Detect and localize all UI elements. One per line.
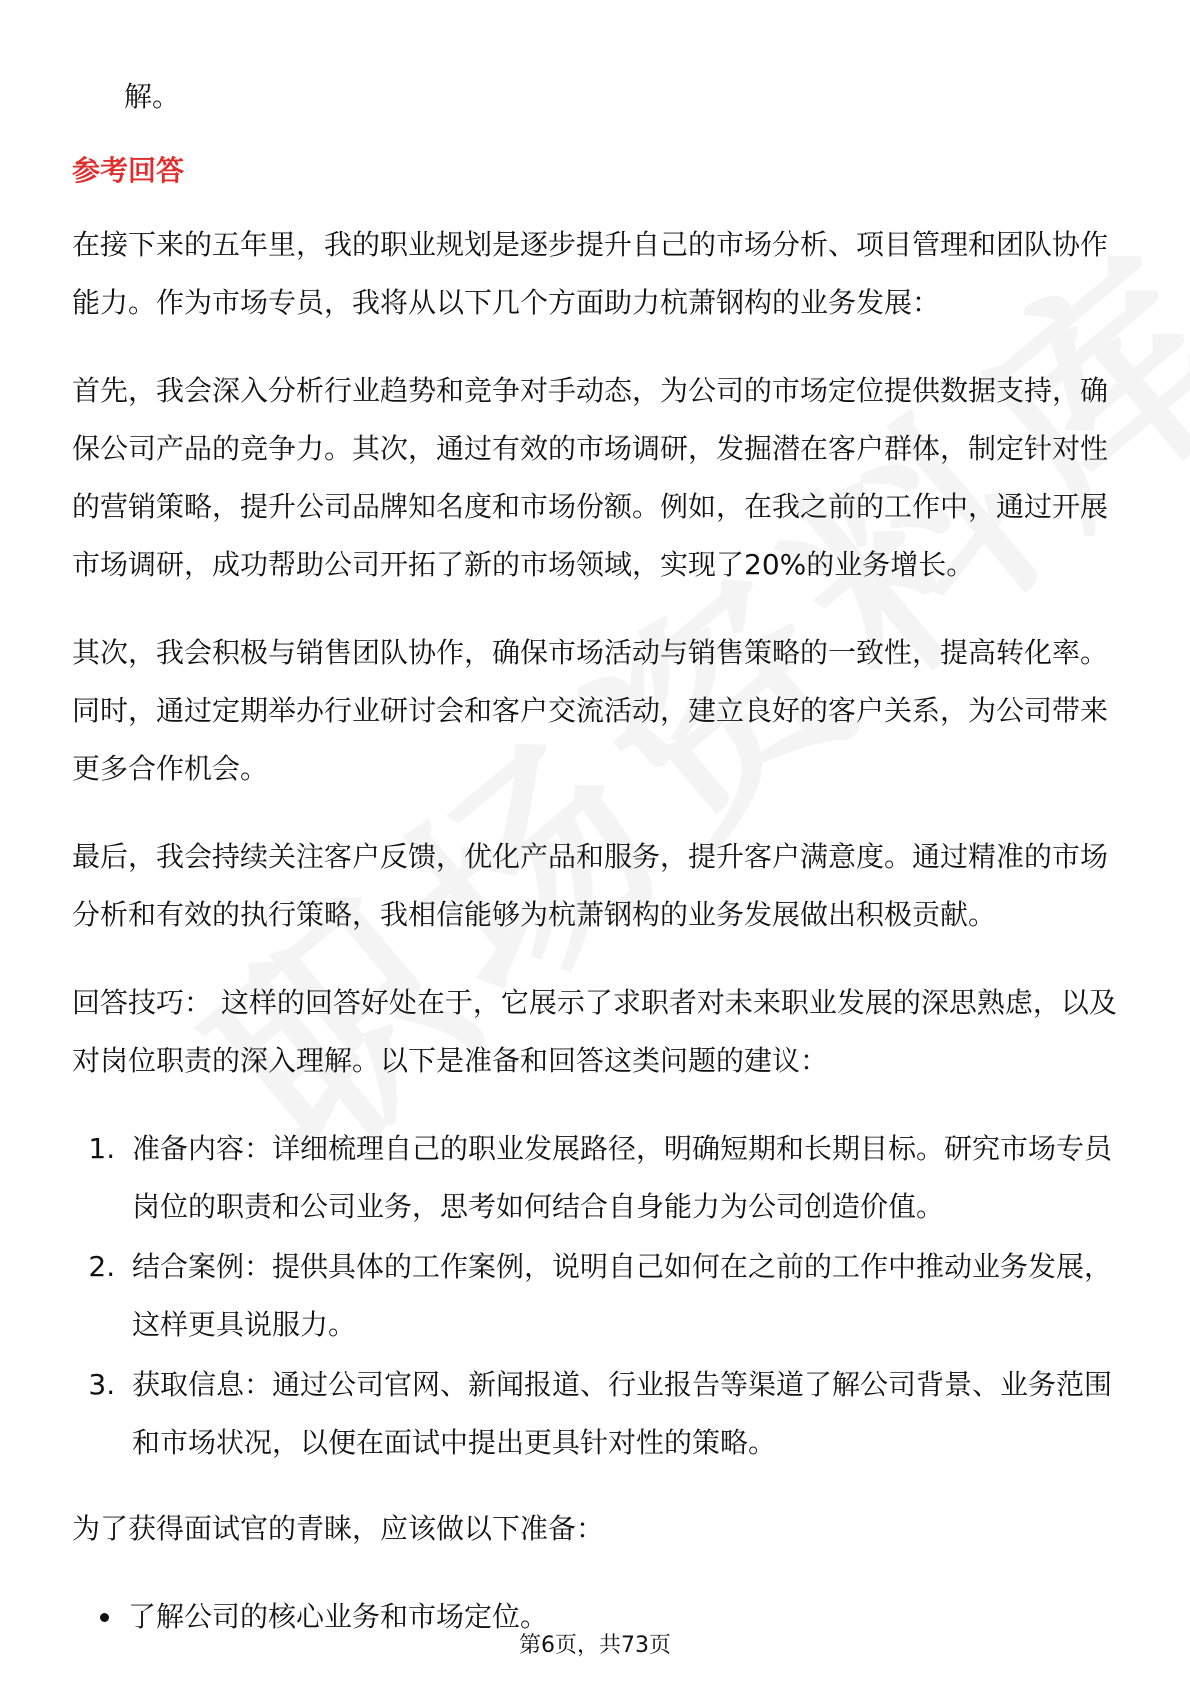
paragraph-tips-intro: 回答技巧： 这样的回答好处在于，它展示了求职者对未来职业发展的深思熟虑，以及对岗位职责的深入理解。以下是准备和回答这类问题的建议： [72, 986, 1117, 1077]
tip-item: 2. 结合案例：提供具体的工作案例，说明自己如何在之前的工作中推动业务发展，这样更具说服力。 [124, 1238, 1122, 1354]
tip-item: 1. 准备内容：详细梳理自己的职业发展路径，明确短期和长期目标。研究市场专员岗位的职责和公司业务，思考如何结合自身能力为公司创造价值。 [124, 1120, 1122, 1236]
paragraph-second: 其次，我会积极与销售团队协作，确保市场活动与销售策略的一致性，提高转化率。同时，通过定期举办行业研讨会和客户交流活动，建立良好的客户关系，为公司带来更多合作机会。 [72, 636, 1109, 785]
tips-list [72, 1120, 1122, 1472]
tip-item: 3. 获取信息：通过公司官网、新闻报道、行业报告等渠道了解公司背景、业务范围和市场状况，以便在面试中提出更具针对性的策略。 [124, 1356, 1122, 1472]
paragraph-first: 首先，我会深入分析行业趋势和竞争对手动态，为公司的市场定位提供数据支持，确保公司产品的竞争力。其次，通过有效的市场调研，发掘潜在客户群体，制定针对性的营销策略，提升公司品牌知名度和市场份额。例如，在我之前的工作中，通过开展市场调研，成功帮助公司开拓了新的市场领域，实现了20%的业务增长。 [72, 374, 1109, 581]
page-number-footer: 第6页，共73页 [519, 1633, 671, 1658]
prep-intro: 为了获得面试官的青睐，应该做以下准备： [72, 1512, 605, 1545]
continuation-text: 解。 [124, 80, 181, 113]
paragraph-intro: 在接下来的五年里，我的职业规划是逐步提升自己的市场分析、项目管理和团队协作能力。作为市场专员，我将从以下几个方面助力杭萧钢构的业务发展： [72, 228, 1109, 319]
paragraph-last: 最后，我会持续关注客户反馈，优化产品和服务，提升客户满意度。通过精准的市场分析和有效的执行策略，我相信能够为杭萧钢构的业务发展做出积极贡献。 [72, 840, 1109, 931]
reference-answer-heading: 参考回答 [72, 154, 185, 187]
document-body [72, 68, 1122, 1646]
prep-item: • 了解公司的核心业务和市场定位。 [124, 1588, 1122, 1646]
